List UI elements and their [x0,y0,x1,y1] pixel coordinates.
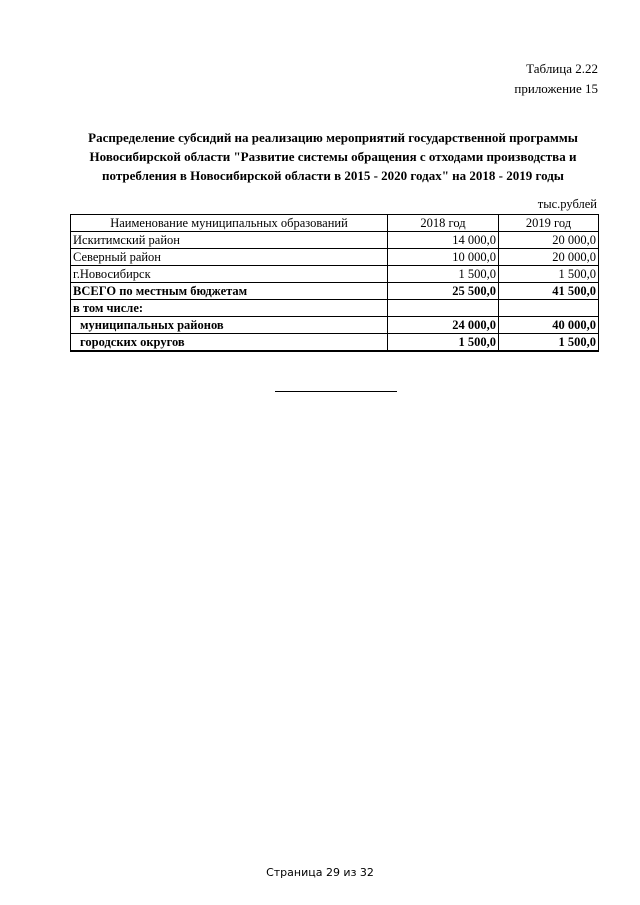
table-row-including [71,300,599,317]
title-line-1: Распределение субсидий на реализацию мероприятий государственной программы [88,130,578,145]
column-header-2019: 2019 год [499,215,599,232]
units-label: тыс.рублей [537,197,597,211]
row-value-2019: 40 000,0 [499,317,599,334]
row-value-2018 [388,300,499,317]
row-value-2018: 1 500,0 [388,334,499,352]
title-line-2: Новосибирской области "Развитие системы обращения с отходами производства и [89,149,577,164]
row-name: г.Новосибирск [71,266,388,283]
row-value-2019: 20 000,0 [499,232,599,249]
row-value-2018: 14 000,0 [388,232,499,249]
table-row [71,249,599,266]
table-number-label: Таблица 2.22 [526,61,598,76]
row-value-2018: 10 000,0 [388,249,499,266]
title-line-3: потребления в Новосибирской области в 2015 - 2020 годах" на 2018 - 2019 годы [102,168,564,183]
row-value-2019: 41 500,0 [499,283,599,300]
row-name: Искитимский район [71,232,388,249]
row-name: в том числе: [71,300,388,317]
table-header-row [71,215,599,232]
appendix-label: приложение 15 [514,81,598,96]
separator-line [275,391,397,392]
table-row [71,266,599,283]
table-row-subtotal [71,317,599,334]
page-number: Страница 29 из 32 [266,866,374,879]
table-row [71,232,599,249]
row-value-2018: 1 500,0 [388,266,499,283]
row-name: муниципальных районов [71,317,388,334]
row-value-2019: 20 000,0 [499,249,599,266]
row-name: городских округов [71,334,388,352]
row-name: Северный район [71,249,388,266]
table-row-subtotal [71,334,599,352]
row-value-2019: 1 500,0 [499,334,599,352]
row-name: ВСЕГО по местным бюджетам [71,283,388,300]
table-row-total [71,283,599,300]
row-value-2019 [499,300,599,317]
column-header-name: Наименование муниципальных образований [71,215,388,232]
row-value-2018: 24 000,0 [388,317,499,334]
subsidies-table [70,214,599,352]
row-value-2018: 25 500,0 [388,283,499,300]
document-title [78,128,588,185]
row-value-2019: 1 500,0 [499,266,599,283]
column-header-2018: 2018 год [388,215,499,232]
